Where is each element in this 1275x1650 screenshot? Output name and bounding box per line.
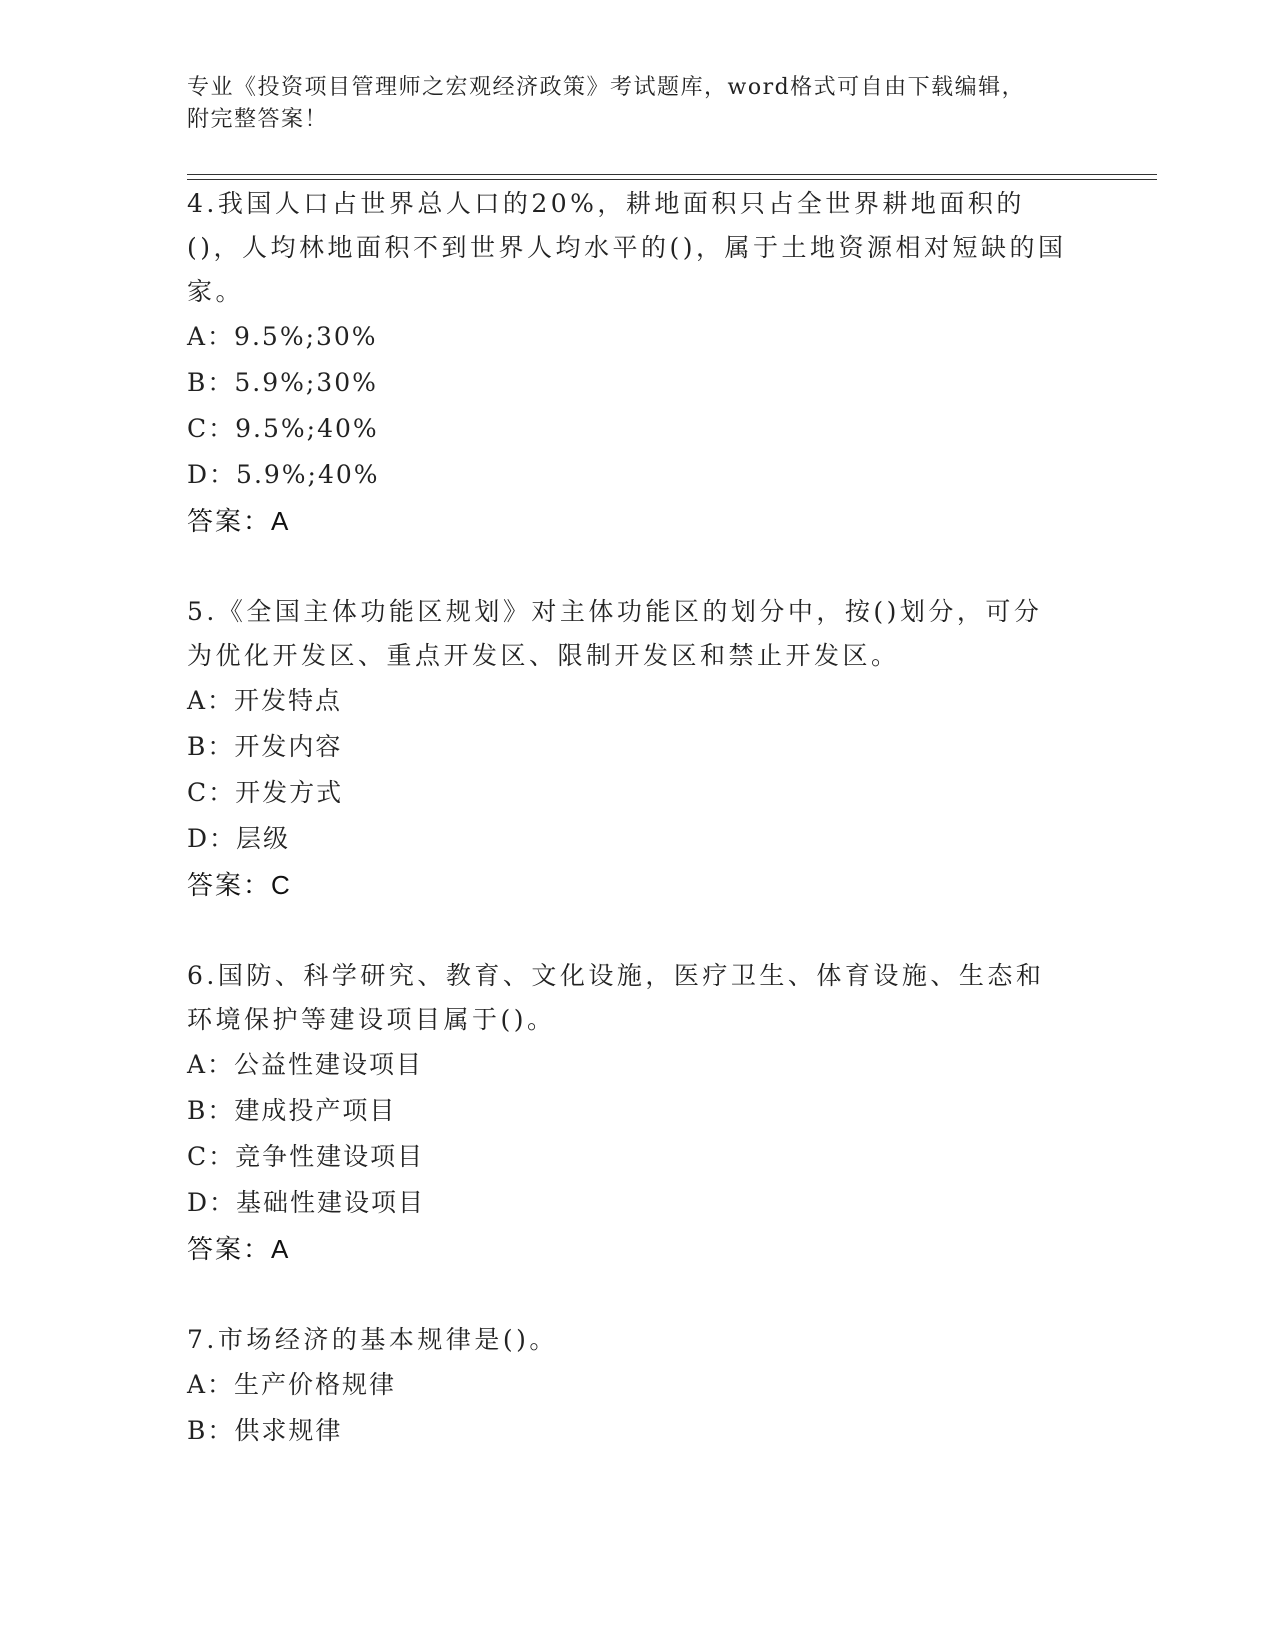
question-stem: 4.我国人口占世界总人口的20%，耕地面积只占全世界耕地面积的()，人均林地面积不到世界人均水平的()，属于土地资源相对短缺的国家。 [187,189,1067,306]
answer: 答案：C [187,870,292,900]
option-b: B：建成投产项目 [187,1096,397,1125]
answer: 答案：A [187,506,291,536]
option-b: B：开发内容 [187,732,343,761]
document-page [187,72,1157,1500]
option-a: A：开发特点 [187,686,343,715]
question-stem: 6.国防、科学研究、教育、文化设施，医疗卫生、体育设施、生态和环境保护等建设项目属于()。 [187,961,1045,1034]
option-a: A：9.5%;30% [187,322,378,351]
option-d: D：基础性建设项目 [187,1188,426,1217]
question-list [187,182,1157,1454]
document-header [187,72,1157,136]
option-d: D：层级 [187,824,291,853]
option-b: B：供求规律 [187,1416,343,1445]
option-a: A：生产价格规律 [187,1370,397,1399]
option-a: A：公益性建设项目 [187,1050,424,1079]
question-stem: 7.市场经济的基本规律是()。 [187,1325,558,1354]
option-c: C：竞争性建设项目 [187,1142,425,1171]
header-line-2: 附完整答案！ [187,107,329,132]
question-item [187,1318,1157,1454]
header-double-rule [187,174,1157,180]
question-item [187,590,1157,908]
question-stem: 5.《全国主体功能区规划》对主体功能区的划分中，按()划分，可分为优化开发区、重点开发区、限制开发区和禁止开发区。 [187,597,1043,670]
question-item [187,954,1157,1272]
header-line-1: 专业《投资项目管理师之宏观经济政策》考试题库，word格式可自由下载编辑， [187,75,1026,100]
answer: 答案：A [187,1234,291,1264]
option-c: C：9.5%;40% [187,414,379,443]
question-item [187,182,1157,544]
option-c: C：开发方式 [187,778,344,807]
option-b: B：5.9%;30% [187,368,378,397]
option-d: D：5.9%;40% [187,460,380,489]
